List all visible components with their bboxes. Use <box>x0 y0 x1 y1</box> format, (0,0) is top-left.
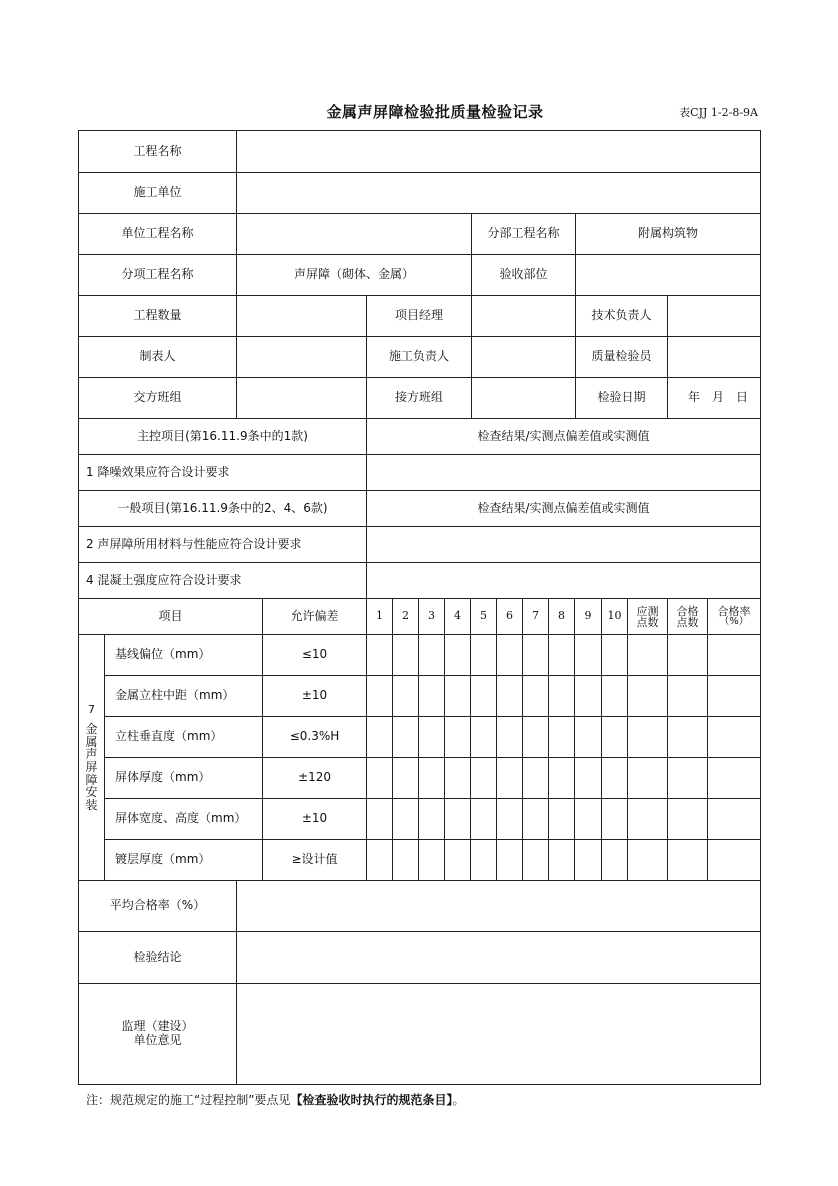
measure-point-cell[interactable] <box>548 757 575 799</box>
group-char: 金 <box>85 722 98 737</box>
required-points-cell[interactable] <box>627 839 668 881</box>
general-item-4-result[interactable] <box>366 562 761 599</box>
item-project-field[interactable]: 声屏障（砌体、金属） <box>236 254 472 296</box>
quality-inspector-label: 质量检验员 <box>575 336 668 378</box>
measure-point-cell[interactable] <box>444 839 471 881</box>
inspection-date-label: 检验日期 <box>575 377 668 419</box>
col-point-header: 5 <box>470 598 497 635</box>
passed-points-cell[interactable] <box>667 634 708 676</box>
main-item-1-result[interactable] <box>366 454 761 491</box>
quality-inspector-field[interactable] <box>667 336 761 378</box>
measure-point-cell[interactable] <box>418 675 445 717</box>
measure-point-cell[interactable] <box>392 839 419 881</box>
measure-point-cell[interactable] <box>522 798 549 840</box>
measure-point-cell[interactable] <box>470 675 497 717</box>
measure-tolerance: ±120 <box>262 757 367 799</box>
measure-point-cell[interactable] <box>470 634 497 676</box>
measure-point-cell[interactable] <box>522 839 549 881</box>
measure-item-label: 立柱垂直度（mm） <box>104 716 263 758</box>
measure-point-cell[interactable] <box>418 757 445 799</box>
measure-point-cell[interactable] <box>366 798 393 840</box>
note-suffix: 。 <box>452 1093 465 1107</box>
group-char: 安 <box>85 785 98 800</box>
passed-points-cell[interactable] <box>667 798 708 840</box>
measure-point-cell[interactable] <box>574 675 602 717</box>
measure-point-cell[interactable] <box>496 675 523 717</box>
measure-tolerance: ±10 <box>262 675 367 717</box>
measure-point-cell[interactable] <box>418 839 445 881</box>
measure-point-cell[interactable] <box>418 798 445 840</box>
supervision-label-line1: 监理（建设） <box>121 1019 194 1034</box>
sub-project-field[interactable]: 附属构筑物 <box>575 213 761 255</box>
group-char: 装 <box>85 797 98 812</box>
col-required-line2: 点数 <box>636 615 659 629</box>
measure-point-cell[interactable] <box>444 675 471 717</box>
construction-lead-label: 施工负责人 <box>366 336 472 378</box>
supervision-label-line2: 单位意见 <box>133 1033 182 1047</box>
tech-lead-field[interactable] <box>667 295 761 337</box>
supervision-field[interactable] <box>236 983 761 1085</box>
measure-point-cell[interactable] <box>548 634 575 676</box>
group-char: 属 <box>85 734 98 749</box>
measure-point-cell[interactable] <box>548 716 575 758</box>
footnote <box>86 1091 464 1108</box>
measure-point-cell[interactable] <box>496 798 523 840</box>
supervision-label <box>78 983 237 1085</box>
measure-tolerance: ≤10 <box>262 634 367 676</box>
measure-point-cell[interactable] <box>601 675 628 717</box>
group-number: 7 <box>88 702 95 716</box>
measure-point-cell[interactable] <box>496 716 523 758</box>
pass-rate-cell[interactable] <box>707 798 761 840</box>
acceptance-part-field[interactable] <box>575 254 761 296</box>
measure-point-cell[interactable] <box>470 716 497 758</box>
group-char: 声 <box>85 747 98 762</box>
note-prefix: 注：规范规定的施工“过程控制”要点见 <box>86 1093 291 1107</box>
item-project-label: 分项工程名称 <box>78 254 237 296</box>
document-title: 金属声屏障检验批质量检验记录 <box>326 103 544 121</box>
measure-point-cell[interactable] <box>548 675 575 717</box>
project-manager-field[interactable] <box>471 295 576 337</box>
required-points-cell[interactable] <box>627 798 668 840</box>
passed-points-cell[interactable] <box>667 839 708 881</box>
col-point-header: 8 <box>548 598 575 635</box>
col-point-header: 2 <box>392 598 419 635</box>
avg-rate-field[interactable] <box>236 880 761 932</box>
measure-point-cell[interactable] <box>522 634 549 676</box>
col-point-header: 1 <box>366 598 393 635</box>
col-rate-line1: 合格率 <box>717 605 751 618</box>
measure-point-cell[interactable] <box>392 798 419 840</box>
pass-rate-cell[interactable] <box>707 716 761 758</box>
measure-tolerance: ≤0.3%H <box>262 716 367 758</box>
col-point-header: 3 <box>418 598 445 635</box>
preparer-label: 制表人 <box>78 336 237 378</box>
main-items-heading: 主控项目(第16.11.9条中的1款) <box>78 418 367 455</box>
measure-point-cell[interactable] <box>574 757 602 799</box>
required-points-cell[interactable] <box>627 716 668 758</box>
measure-point-cell[interactable] <box>601 839 628 881</box>
note-highlight: 【检查验收时执行的规范条目】 <box>290 1093 453 1107</box>
col-point-header: 10 <box>601 598 628 635</box>
col-item-header: 项目 <box>78 598 263 635</box>
measure-item-label: 屏体宽度、高度（mm） <box>104 798 263 840</box>
measure-point-cell[interactable] <box>574 798 602 840</box>
col-point-header: 6 <box>496 598 523 635</box>
handover-team-field[interactable] <box>236 377 367 419</box>
col-passed-line1: 合格 <box>676 604 699 618</box>
measure-point-cell[interactable] <box>601 798 628 840</box>
group-char: 障 <box>85 772 98 787</box>
col-passed-line2: 点数 <box>676 615 699 629</box>
main-items-result-heading: 检查结果/实测点偏差值或实测值 <box>366 418 761 455</box>
measure-point-cell[interactable] <box>366 839 393 881</box>
general-items-result-heading: 检查结果/实测点偏差值或实测值 <box>366 490 761 527</box>
measure-point-cell[interactable] <box>444 757 471 799</box>
passed-points-cell[interactable] <box>667 716 708 758</box>
general-items-heading: 一般项目(第16.11.9条中的2、4、6款) <box>78 490 367 527</box>
required-points-cell[interactable] <box>627 634 668 676</box>
col-rate-line2: （%） <box>719 616 749 627</box>
inspection-date-field[interactable] <box>667 377 761 419</box>
pass-rate-cell[interactable] <box>707 675 761 717</box>
pass-rate-cell[interactable] <box>707 757 761 799</box>
measure-point-cell[interactable] <box>444 716 471 758</box>
col-point-header: 4 <box>444 598 471 635</box>
form-code: 表CJJ 1-2-8-9A <box>679 106 758 119</box>
measure-point-cell[interactable] <box>444 634 471 676</box>
passed-points-cell[interactable] <box>667 757 708 799</box>
measure-item-label: 屏体厚度（mm） <box>104 757 263 799</box>
sub-project-label: 分部工程名称 <box>471 213 576 255</box>
measure-point-cell[interactable] <box>392 675 419 717</box>
construction-unit-field[interactable] <box>236 172 761 214</box>
project-manager-label: 项目经理 <box>366 295 472 337</box>
date-day: 日 <box>735 390 748 405</box>
col-passed-points-header <box>667 598 708 635</box>
col-point-header: 9 <box>574 598 602 635</box>
col-required-points-header <box>627 598 668 635</box>
col-required-line1: 应测 <box>636 604 659 618</box>
group-label-metal-barrier <box>78 634 105 881</box>
required-points-cell[interactable] <box>627 757 668 799</box>
main-item-1: 1 降噪效果应符合设计要求 <box>78 454 367 491</box>
passed-points-cell[interactable] <box>667 675 708 717</box>
col-pass-rate-header <box>707 598 761 635</box>
tech-lead-label: 技术负责人 <box>575 295 668 337</box>
measure-item-label: 基线偏位（mm） <box>104 634 263 676</box>
measure-point-cell[interactable] <box>601 757 628 799</box>
group-char: 屏 <box>85 759 98 774</box>
general-item-2: 2 声屏障所用材料与性能应符合设计要求 <box>78 526 367 563</box>
measure-point-cell[interactable] <box>392 757 419 799</box>
receiving-team-field[interactable] <box>471 377 576 419</box>
measure-point-cell[interactable] <box>548 839 575 881</box>
col-tolerance-header: 允许偏差 <box>262 598 367 635</box>
measure-point-cell[interactable] <box>496 757 523 799</box>
general-item-4: 4 混凝土强度应符合设计要求 <box>78 562 367 599</box>
measure-point-cell[interactable] <box>392 634 419 676</box>
measure-point-cell[interactable] <box>444 798 471 840</box>
measure-point-cell[interactable] <box>470 798 497 840</box>
conclusion-field[interactable] <box>236 931 761 984</box>
measure-point-cell[interactable] <box>496 839 523 881</box>
measure-point-cell[interactable] <box>601 634 628 676</box>
measure-point-cell[interactable] <box>574 716 602 758</box>
quantity-label: 工程数量 <box>78 295 237 337</box>
measure-point-cell[interactable] <box>418 716 445 758</box>
measure-point-cell[interactable] <box>522 757 549 799</box>
unit-project-field[interactable] <box>236 213 472 255</box>
measure-point-cell[interactable] <box>548 798 575 840</box>
measure-tolerance: ≥设计值 <box>262 839 367 881</box>
measure-point-cell[interactable] <box>574 839 602 881</box>
project-name-label: 工程名称 <box>78 130 237 173</box>
measure-point-cell[interactable] <box>574 634 602 676</box>
col-point-header: 7 <box>522 598 549 635</box>
conclusion-label: 检验结论 <box>78 931 237 984</box>
project-name-field[interactable] <box>236 130 761 173</box>
measure-point-cell[interactable] <box>392 716 419 758</box>
pass-rate-cell[interactable] <box>707 839 761 881</box>
measure-point-cell[interactable] <box>366 675 393 717</box>
construction-unit-label: 施工单位 <box>78 172 237 214</box>
measure-point-cell[interactable] <box>366 757 393 799</box>
measure-point-cell[interactable] <box>470 839 497 881</box>
measure-tolerance: ±10 <box>262 798 367 840</box>
measure-point-cell[interactable] <box>366 634 393 676</box>
pass-rate-cell[interactable] <box>707 634 761 676</box>
measure-point-cell[interactable] <box>522 716 549 758</box>
handover-team-label: 交方班组 <box>78 377 237 419</box>
measure-item-label: 金属立柱中距（mm） <box>104 675 263 717</box>
avg-rate-label: 平均合格率（%） <box>78 880 237 932</box>
measure-point-cell[interactable] <box>601 716 628 758</box>
date-month: 月 <box>711 390 724 405</box>
general-item-2-result[interactable] <box>366 526 761 563</box>
date-year: 年 <box>687 390 700 405</box>
measure-point-cell[interactable] <box>470 757 497 799</box>
preparer-field[interactable] <box>236 336 367 378</box>
receiving-team-label: 接方班组 <box>366 377 472 419</box>
measure-point-cell[interactable] <box>522 675 549 717</box>
quantity-field[interactable] <box>236 295 367 337</box>
measure-item-label: 镀层厚度（mm） <box>104 839 263 881</box>
measure-point-cell[interactable] <box>366 716 393 758</box>
required-points-cell[interactable] <box>627 675 668 717</box>
measure-point-cell[interactable] <box>418 634 445 676</box>
measure-point-cell[interactable] <box>496 634 523 676</box>
unit-project-label: 单位工程名称 <box>78 213 237 255</box>
construction-lead-field[interactable] <box>471 336 576 378</box>
acceptance-part-label: 验收部位 <box>471 254 576 296</box>
